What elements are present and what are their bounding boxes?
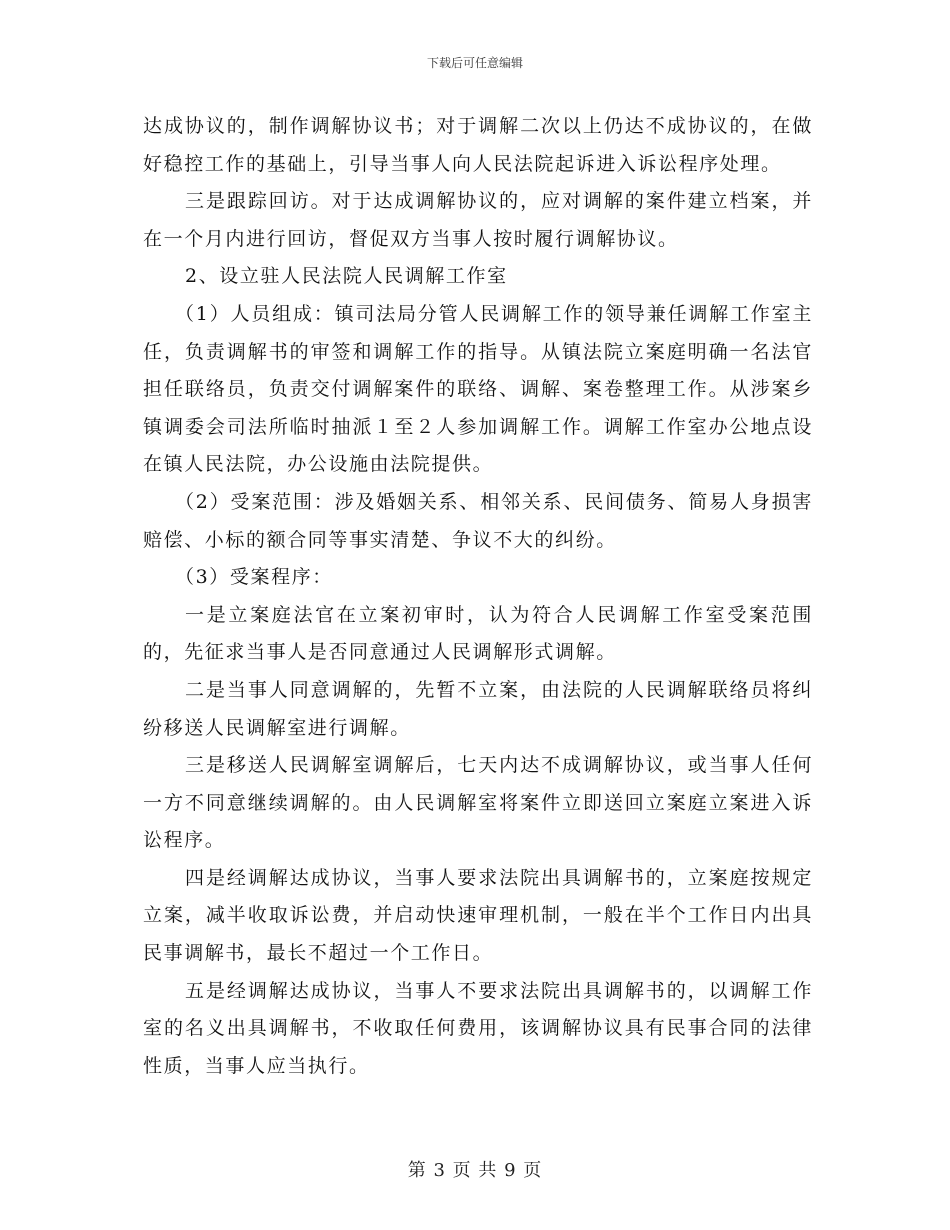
paragraph-procedure-3: 三是移送人民调解室调解后，七天内达不成调解协议，或当事人任何一方不同意继续调解的。由人民调解室将案件立即送回立案庭立案进入诉讼程序。 [143, 754, 813, 852]
paragraph-scope: （2）受案范围：涉及婚姻关系、相邻关系、民间债务、简易人身损害赔偿、小标的额合同等事实清楚、争议不大的纠纷。 [143, 490, 813, 551]
paragraph-procedure-5: 五是经调解达成协议，当事人不要求法院出具调解书的，以调解工作室的名义出具调解书，不收取任何费用，该调解协议具有民事合同的法律性质，当事人应当执行。 [143, 979, 813, 1077]
paragraph-staffing: （1）人员组成：镇司法局分管人民调解工作的领导兼任调解工作室主任，负责调解书的审签和调解工作的指导。从镇法院立案庭明确一名法官担任联络员，负责交付调解案件的联络、调解、案卷整理工作。从涉案乡镇调委会司法所临时抽派１至２人参加调解工作。调解工作室办公地点设在镇人民法院，办公设施由法院提供。 [143, 302, 813, 476]
header-note: 下载后可任意编辑 [426, 56, 523, 70]
section-heading: 2、设立驻人民法院人民调解工作室 [185, 265, 508, 288]
page-footer [0, 1156, 950, 1182]
paragraph-continuation: 达成协议的，制作调解协议书；对于调解二次以上仍达不成协议的，在做好稳控工作的基础上，引导当事人向人民法院起诉进入诉讼程序处理。 [143, 115, 813, 175]
paragraph-procedure-heading: （3）受案程序： [175, 566, 333, 589]
current-page-number: 3 [433, 1160, 446, 1181]
footer-middle: 页 共 [452, 1160, 498, 1181]
document-body [143, 108, 813, 1085]
total-page-count: 9 [504, 1160, 517, 1181]
paragraph-procedure-1: 一是立案庭法官在立案初审时，认为符合人民调解工作室受案范围的，先征求当事人是否同意通过人民调解形式调解。 [143, 603, 813, 664]
paragraph-follow-up: 三是跟踪回访。对于达成调解协议的，应对调解的案件建立档案，并在一个月内进行回访，督促双方当事人按时履行调解协议。 [143, 190, 813, 250]
footer-suffix: 页 [523, 1160, 543, 1181]
footer-prefix: 第 [407, 1160, 427, 1181]
paragraph-procedure-2: 二是当事人同意调解的，先暂不立案，由法院的人民调解联络员将纠纷移送人民调解室进行调解。 [143, 678, 813, 739]
paragraph-procedure-4: 四是经调解达成协议，当事人要求法院出具调解书的，立案庭按规定立案，减半收取诉讼费，并启动快速审理机制，一般在半个工作日内出具民事调解书，最长不超过一个工作日。 [143, 866, 813, 965]
